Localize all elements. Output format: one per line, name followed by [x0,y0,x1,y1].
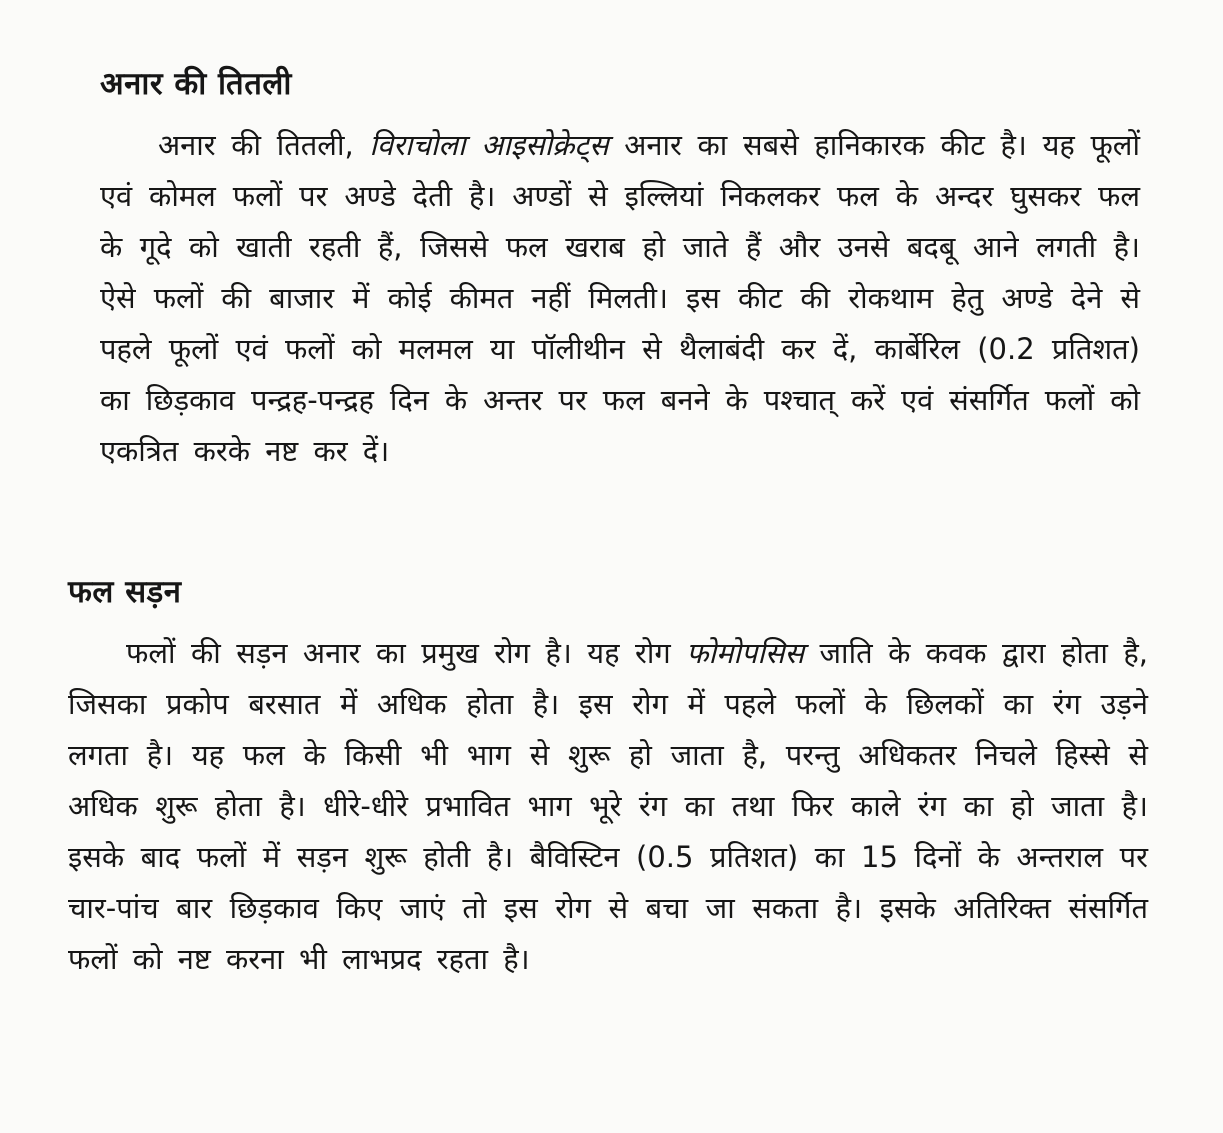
section-paragraph [68,628,1148,985]
paragraph-text: अनार का सबसे हानिकारक कीट है। यह फूलों एवं कोमल फलों पर अण्डे देती है। अण्डों से इल्लियां निकलकर फल के अन्दर घुसकर फल के गूदे को खाती रहती हैं, जिससे फल खराब हो जाते हैं और उनसे बदबू आने लगती है। ऐसे फलों की बाजार में कोई कीमत नहीं मिलती। इस कीट की रोकथाम हेतु अण्डे देने से पहले फूलों एवं फलों को मलमल या पॉलीथीन से थैलाबंदी कर दें, कार्बेरिल (0.2 प्रतिशत) का छिड़काव पन्द्रह-पन्द्रह दिन के अन्तर पर फल बनने के पश्चात् करें एवं संसर्गित फलों को एकत्रित करके नष्ट कर दें। [100,128,1140,468]
section-pomegranate-butterfly [100,62,1140,477]
paragraph-text: जाति के कवक द्वारा होता है, जिसका प्रकोप बरसात में अधिक होता है। इस रोग में पहले फलों के छिलकों का रंग उड़ने लगता है। यह फल के किसी भी भाग से शुरू हो जाता है, परन्तु अधिकतर निचले हिस्से से अधिक शुरू होता है। धीरे-धीरे प्रभावित भाग भूरे रंग का तथा फिर काले रंग का हो जाता है। इसके बाद फलों में सड़न शुरू होती है। बैविस्टिन (0.5 प्रतिशत) का 15 दिनों के अन्तराल पर चार-पांच बार छिड़काव किए जाएं तो इस रोग से बचा जा सकता है। इसके अतिरिक्त संसर्गित फलों को नष्ट करना भी लाभप्रद रहता है। [68,636,1148,976]
section-heading: फल सड़न [68,574,182,610]
scientific-name: विराचोला आइसोक्रेट्स [369,128,609,162]
section-fruit-rot [68,570,1148,985]
section-heading: अनार की तितली [100,66,292,102]
scientific-name: फोमोपसिस [686,636,805,670]
paragraph-text: अनार की तितली, [158,128,370,162]
section-paragraph [100,120,1140,477]
paragraph-text: फलों की सड़न अनार का प्रमुख रोग है। यह रोग [126,636,687,670]
